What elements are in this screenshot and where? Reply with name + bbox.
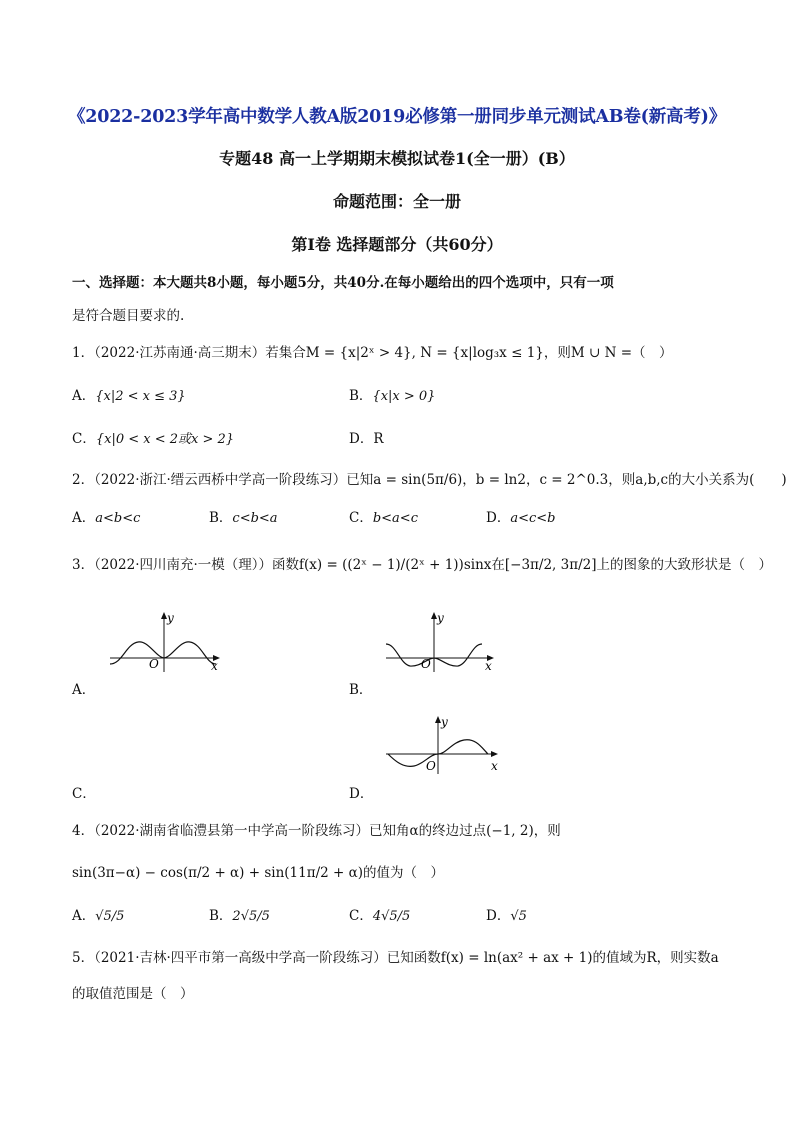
question-5 [72,946,719,966]
question-5-number: 5． [72,950,95,966]
question-1-option-c [72,427,234,447]
question-3-source: （2022·四川南充·一模（理）） [94,557,273,573]
option-text: c<b<a [232,511,278,526]
question-2-stem: 已知a = sin(5π/6)，b = ln2，c = 2^0.3，则a,b,c的大小关系为( ) [346,472,787,488]
question-5-source: （2021·吉林·四平市第一高级中学高一阶段练习） [94,950,387,966]
question-2 [72,468,787,488]
option-text: a<c<b [510,511,556,526]
graph-d-origin-label: O [426,759,436,773]
graph-b-y-label: y [437,611,444,625]
question-1-option-d [349,427,384,447]
question-1-number: 1． [72,345,95,361]
option-label: B． [209,908,233,924]
option-label: C． [72,786,96,802]
option-label: D． [349,431,374,447]
graph-d-x-label: x [491,759,498,773]
question-4-number: 4． [72,823,95,839]
option-text: 4√5/5 [372,909,411,924]
section-instruction-line2: 是符合题目要求的. [72,308,185,324]
question-4-stem: 已知角α的终边过点(−1, 2)，则 [369,823,561,839]
option-text: R [373,431,384,447]
question-3-option-d [349,782,373,802]
question-1-stem: 若集合M = {x|2ˣ > 4}, N = {x|log₃x ≤ 1}，则M ∪ N =（ ） [265,345,673,361]
question-3-option-c [72,782,96,802]
question-2-option-a [72,506,140,526]
question-3 [72,553,772,573]
option-label: D． [349,786,374,802]
question-4-option-c [349,904,410,924]
question-4-option-d [486,904,527,924]
graph-b-origin-label: O [421,657,431,671]
scope-line: 命题范围：全一册 [332,192,461,211]
question-5-stem: 已知函数f(x) = ln(ax² + ax + 1)的值域为R，则实数a [386,950,719,966]
question-4 [72,819,561,839]
option-text: {x|0 < x < 2或x > 2} [95,432,235,447]
graph-d-svg [384,712,504,778]
section-instruction-line1: 一、选择题：本大题共8小题，每小题5分，共40分.在每小题给出的四个选项中，只有一项 [72,275,614,291]
part-title: 第Ⅰ卷 选择题部分（共60分） [291,235,503,254]
option-text: 2√5/5 [232,909,270,924]
graph-a-curve [110,642,216,664]
option-label: B． [349,388,373,404]
question-3-graph-a [108,608,224,678]
question-3-option-b [349,678,372,698]
question-4-option-a [72,904,124,924]
graph-b-x-label: x [485,659,492,673]
series-title: 《2022-2023学年高中数学人教A版2019必修第一册同步单元测试AB卷(新高考)》 [67,107,727,127]
question-1-option-a [72,384,186,404]
option-text: √5/5 [95,909,125,924]
question-2-option-c [349,506,418,526]
option-label: A． [72,682,96,698]
option-label: D． [486,908,511,924]
question-1-source: （2022·江苏南通·高三期末） [94,345,266,361]
option-label: B． [209,510,233,526]
topic-title: 专题48 高一上学期期末模拟试卷1(全一册）(B） [219,149,575,168]
option-label: A． [72,510,96,526]
question-4-source: （2022·湖南省临澧县第一中学高一阶段练习） [94,823,369,839]
graph-a-y-label: y [167,611,174,625]
option-text: √5 [510,909,527,924]
question-3-graph-d [384,712,504,782]
question-1-option-b [349,384,435,404]
graph-d-x-arrow [491,751,498,757]
question-5-stem-line2: 的取值范围是（ ） [72,986,194,1002]
option-text: b<a<c [372,511,418,526]
option-label: C． [349,908,373,924]
graph-a-svg [108,608,224,674]
question-4-option-b [209,904,270,924]
option-label: A． [72,388,96,404]
graph-a-x-label: x [211,659,218,673]
option-label: D． [486,510,511,526]
option-label: C． [349,510,373,526]
question-1 [72,341,673,361]
option-label: A． [72,908,96,924]
graph-b-svg [384,608,500,674]
graph-d-y-label: y [441,715,448,729]
option-text: {x|2 < x ≤ 3} [95,389,186,404]
question-3-stem: 函数f(x) = ((2ˣ − 1)/(2ˣ + 1))sinx在[−3π/2, 3π/2]上的图象的大致形状是（ ） [272,557,773,573]
question-2-option-b [209,506,278,526]
option-label: C． [72,431,96,447]
question-2-source: （2022·浙江·缙云西桥中学高一阶段练习） [94,472,347,488]
question-4-stem-line2: sin(3π−α) − cos(π/2 + α) + sin(11π/2 + α)的值为（ ） [72,865,444,881]
question-2-option-d [486,506,555,526]
question-2-number: 2． [72,472,95,488]
option-text: {x|x > 0} [372,389,436,404]
option-text: a<b<c [95,511,141,526]
question-3-number: 3． [72,557,95,573]
graph-a-origin-label: O [149,657,159,671]
question-3-option-a [72,678,95,698]
question-3-graph-b [384,608,500,678]
option-label: B． [349,682,373,698]
